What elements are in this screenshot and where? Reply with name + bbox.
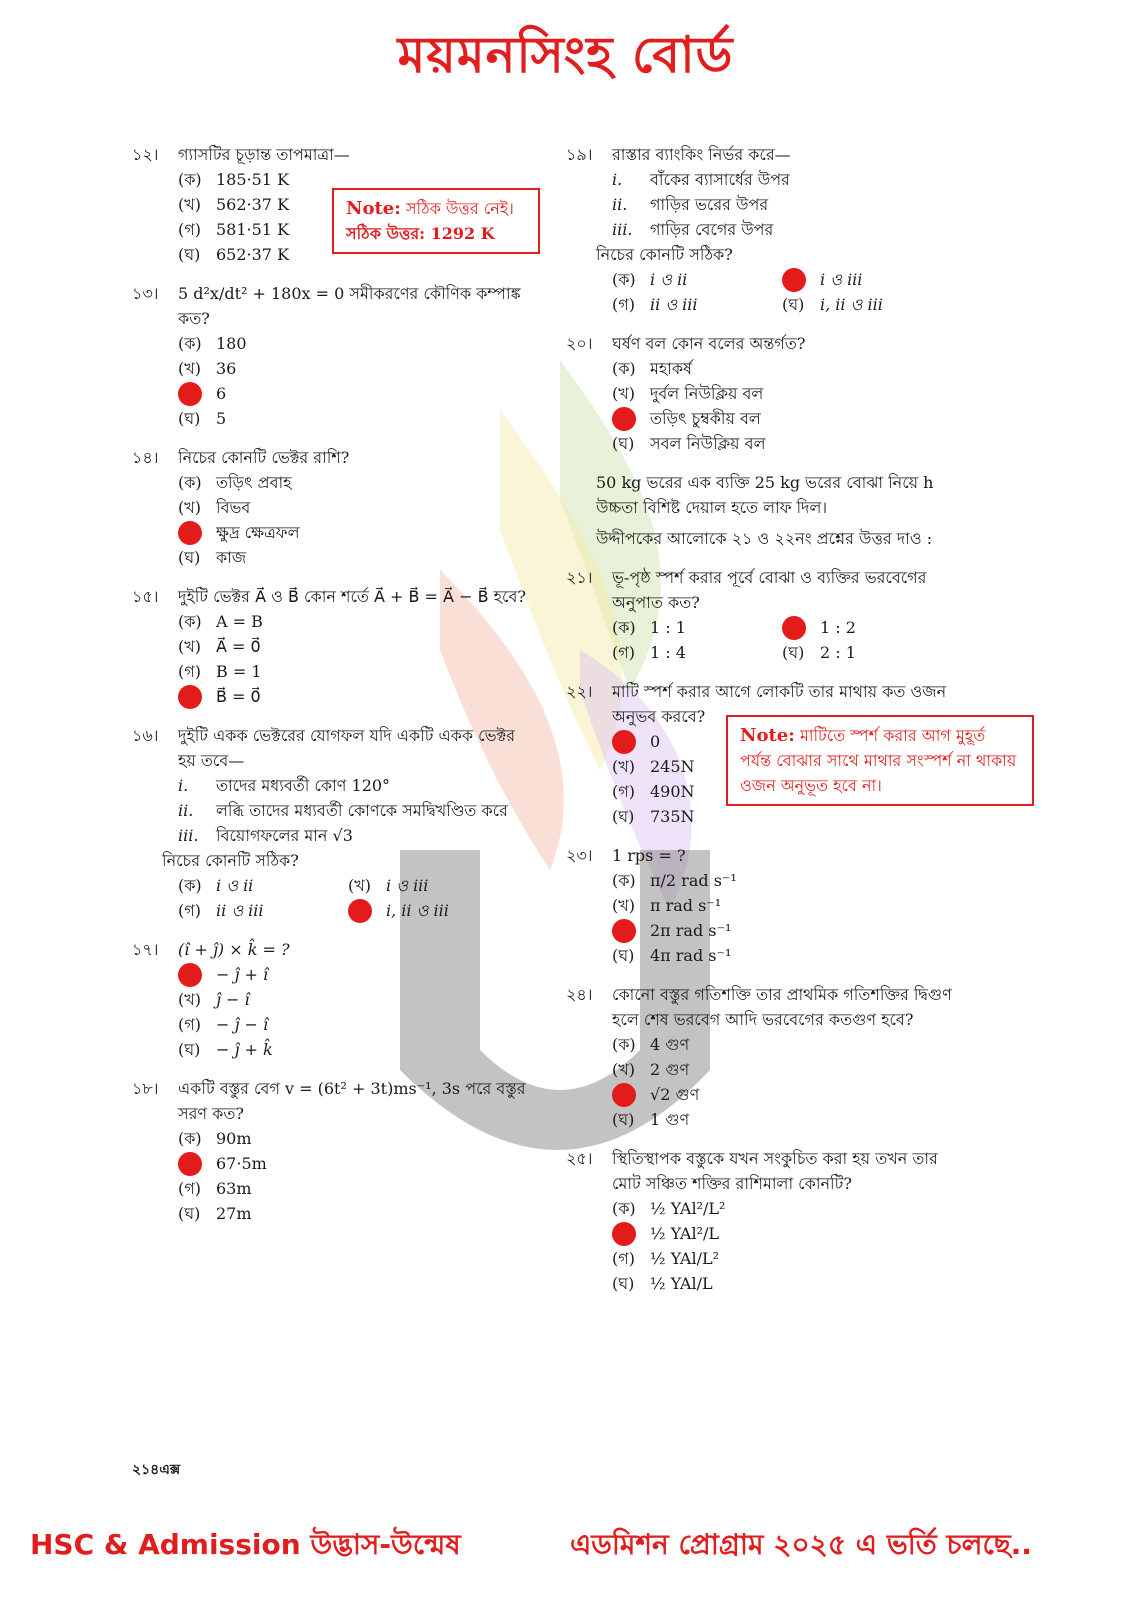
footer-left-banner: HSC & Admission উদ্ভাস-উন্মেষ — [30, 1528, 461, 1561]
question-number: ২৩। — [566, 846, 593, 865]
option-gha[interactable]: (ঘ) কাজ — [178, 548, 247, 567]
option-ga-correct[interactable]: ক্ষুদ্র ক্ষেত্রফল — [178, 520, 532, 545]
answer-mark-icon — [178, 685, 202, 709]
left-column — [132, 142, 532, 1240]
note-text: সঠিক উত্তর নেই। — [400, 199, 514, 218]
right-column — [566, 142, 966, 1310]
option-ga[interactable]: (গ) ½ YAl/L² — [612, 1249, 720, 1268]
question-ask: নিচের কোনটি সঠিক? — [596, 245, 733, 264]
note-label: Note: — [740, 725, 795, 746]
question-number: ১৮। — [132, 1079, 159, 1098]
answer-mark-icon — [612, 730, 636, 754]
answer-mark-icon — [348, 899, 372, 923]
note-label: Note: — [346, 198, 401, 219]
note-text: সঠিক উত্তর: 1292 K — [346, 224, 495, 243]
answer-mark-icon — [612, 919, 636, 943]
question-ask: নিচের কোনটি সঠিক? — [162, 851, 299, 870]
option-gha[interactable]: (ঘ) 4π rad s⁻¹ — [612, 946, 732, 965]
option-kha[interactable]: (খ) দুর্বল নিউক্লিয় বল — [612, 384, 764, 403]
question-number: ১২। — [132, 145, 159, 164]
option-ga-correct[interactable]: √2 গুণ — [612, 1082, 966, 1107]
option-kha[interactable]: (খ) A⃗ = 0⃗ — [178, 637, 261, 656]
answer-mark-icon — [612, 1222, 636, 1246]
option-ka[interactable]: (ক) i ও ii — [178, 876, 254, 895]
question-text: দুইটি একক ভেক্টরের যোগফল যদি একটি একক ভেক্টর হয় তবে— — [178, 726, 516, 770]
option-kha[interactable]: (খ) i ও iii — [348, 876, 429, 895]
option-ka-correct[interactable]: 0 — [612, 729, 726, 754]
option-kha[interactable]: (খ) 36 — [178, 359, 237, 378]
option-kha-correct[interactable]: 67·5m — [178, 1151, 532, 1176]
question-17 — [132, 937, 532, 1062]
question-text: 5 d²x/dt² + 180x = 0 সমীকরণের কৌণিক কম্পাঙ্ক কত? — [178, 284, 521, 328]
option-ka[interactable]: (ক) 4 গুণ — [612, 1035, 690, 1054]
option-ga-correct[interactable]: 6 — [178, 381, 532, 406]
question-19 — [566, 142, 966, 317]
option-kha-correct[interactable]: i ও iii — [782, 267, 952, 292]
question-number: ১৬। — [132, 726, 159, 745]
option-gha[interactable]: (ঘ) 1 গুণ — [612, 1110, 690, 1129]
question-23 — [566, 843, 966, 968]
answer-mark-icon — [612, 407, 636, 431]
statement: ii. গাড়ির ভরের উপর — [612, 195, 769, 214]
stimulus-instruction: উদ্দীপকের আলোকে ২১ ও ২২নং প্রশ্নের উত্তর দাও : — [596, 529, 933, 548]
question-text: রাস্তার ব্যাংকিং নির্ভর করে— — [612, 145, 791, 164]
question-number: ২০। — [566, 334, 593, 353]
stimulus — [596, 470, 966, 551]
option-gha[interactable]: (ঘ) 652·37 K — [178, 245, 290, 264]
option-gha[interactable]: (ঘ) 2 : 1 — [782, 643, 856, 662]
answer-mark-icon — [178, 963, 202, 987]
answer-mark-icon — [782, 616, 806, 640]
option-kha-correct[interactable]: ½ YAl²/L — [612, 1221, 966, 1246]
option-kha[interactable]: (খ) বিভব — [178, 498, 251, 517]
question-text: নিচের কোনটি ভেক্টর রাশি? — [178, 448, 350, 467]
question-text: ঘর্ষণ বল কোন বলের অন্তর্গত? — [612, 334, 806, 353]
option-gha[interactable]: (ঘ) − ĵ + k̂ — [178, 1040, 273, 1059]
note-text: ওজন অনুভূত হবে না। — [740, 776, 882, 795]
option-gha[interactable]: (ঘ) 5 — [178, 409, 227, 428]
option-ka[interactable]: (ক) π/2 rad s⁻¹ — [612, 871, 737, 890]
option-kha[interactable]: (খ) 245N — [612, 757, 695, 776]
question-number: ১৩। — [132, 284, 159, 303]
question-14 — [132, 445, 532, 570]
option-ka[interactable]: (ক) 1 : 1 — [612, 618, 686, 637]
question-text: মাটি স্পর্শ করার আগে লোকটি তার মাথায় কত ওজন অনুভব করবে? — [612, 682, 947, 726]
option-ka[interactable]: (ক) 180 — [178, 334, 247, 353]
option-ga[interactable]: (গ) 490N — [612, 782, 695, 801]
option-ga-correct[interactable]: তড়িৎ চুম্বকীয় বল — [612, 406, 966, 431]
question-12 — [132, 142, 532, 267]
question-25 — [566, 1146, 966, 1296]
question-number: ১৪। — [132, 448, 159, 467]
question-text: একটি বস্তুর বেগ v = (6t² + 3t)ms⁻¹, 3s পরে বস্তুর সরণ কত? — [178, 1079, 526, 1123]
statement: iii. গাড়ির বেগের উপর — [612, 220, 774, 239]
option-ka[interactable]: (ক) A = B — [178, 612, 263, 631]
question-number: ২২। — [566, 682, 593, 701]
question-15 — [132, 584, 532, 709]
answer-mark-icon — [178, 521, 202, 545]
option-kha[interactable]: (খ) 2 গুণ — [612, 1060, 690, 1079]
question-20 — [566, 331, 966, 456]
question-21 — [566, 565, 966, 665]
option-ga[interactable]: (গ) B = 1 — [178, 662, 262, 681]
note-text: পর্যন্ত বোঝার সাথে মাথার সংস্পর্শ না থাকায় — [740, 751, 1017, 770]
option-ga[interactable]: (গ) ii ও iii — [178, 901, 264, 920]
answer-mark-icon — [612, 1083, 636, 1107]
statement: i. তাদের মধ্যবর্তী কোণ 120° — [178, 776, 391, 795]
page-title: ময়মনসিংহ বোর্ড — [397, 26, 734, 84]
stimulus-text: উচ্চতা বিশিষ্ট দেয়াল হতে লাফ দিল। — [596, 498, 828, 517]
question-number: ২৫। — [566, 1149, 593, 1168]
option-kha[interactable]: (খ) ĵ − î — [178, 990, 250, 1009]
question-24 — [566, 982, 966, 1132]
question-number: ২১। — [566, 568, 593, 587]
option-ga[interactable]: (গ) 63m — [178, 1179, 252, 1198]
option-gha[interactable]: (ঘ) সবল নিউক্লিয় বল — [612, 434, 766, 453]
option-ka[interactable]: (ক) i ও ii — [612, 270, 688, 289]
answer-mark-icon — [782, 268, 806, 292]
question-text: স্থিতিস্থাপক বস্তুকে যখন সংকুচিত করা হয় তখন তার মোট সঞ্চিত শক্তির রাশিমালা কোনটি? — [612, 1149, 938, 1193]
question-text: 1 rps = ? — [612, 846, 686, 865]
page-number: ২১৪এক্স — [132, 1462, 181, 1478]
option-gha[interactable]: (ঘ) i, ii ও iii — [782, 295, 883, 314]
note-text: মাটিতে স্পর্শ করার আগ মুহূর্ত — [794, 726, 986, 745]
question-text: (î + ĵ) × k̂ = ? — [178, 940, 290, 959]
option-ka[interactable]: (ক) মহাকর্ষ — [612, 359, 692, 378]
option-ka[interactable]: (ক) তড়িৎ প্রবাহ — [178, 473, 292, 492]
answer-mark-icon — [178, 382, 202, 406]
statement: ii. লব্ধি তাদের মধ্যবর্তী কোণকে সমদ্বিখণ্ডিত করে — [178, 801, 508, 820]
option-ka-correct[interactable]: − ĵ + î — [178, 962, 532, 987]
question-text: গ্যাসটির চূড়ান্ত তাপমাত্রা— — [178, 145, 350, 164]
question-16 — [132, 723, 532, 923]
option-ga[interactable]: (গ) ii ও iii — [612, 295, 698, 314]
option-gha[interactable]: (ঘ) 27m — [178, 1204, 252, 1223]
question-number: ১৭। — [132, 940, 159, 959]
option-ga[interactable]: (গ) 581·51 K — [178, 220, 290, 239]
option-ga-correct[interactable]: 2π rad s⁻¹ — [612, 918, 966, 943]
question-text: কোনো বস্তুর গতিশক্তি তার প্রাথমিক গতিশক্তির দ্বিগুণ হলে শেষ ভরবেগ আদি ভরবেগের কতগুণ হবে? — [612, 985, 952, 1029]
option-ka[interactable]: (ক) 185·51 K — [178, 170, 290, 189]
question-text: ভূ-পৃষ্ঠ স্পর্শ করার পূর্বে বোঝা ও ব্যক্তির ভরবেগের অনুপাত কত? — [612, 568, 927, 612]
option-gha[interactable]: (ঘ) ½ YAl/L — [612, 1274, 713, 1293]
option-ga[interactable]: (গ) 1 : 4 — [612, 643, 686, 662]
question-18 — [132, 1076, 532, 1226]
statement: iii. বিয়োগফলের মান √3 — [178, 826, 353, 845]
question-13 — [132, 281, 532, 431]
question-number: ১৯। — [566, 145, 593, 164]
question-text: দুইটি ভেক্টর A⃗ ও B⃗ কোন শর্তে A⃗ + B⃗ = A⃗ − B⃗ হবে? — [178, 587, 526, 606]
option-gha-correct[interactable]: i, ii ও iii — [348, 898, 518, 923]
option-kha[interactable]: (খ) π rad s⁻¹ — [612, 896, 722, 915]
question-number: ১৫। — [132, 587, 159, 606]
option-ka[interactable]: (ক) ½ YAl²/L² — [612, 1199, 726, 1218]
option-gha[interactable]: (ঘ) 735N — [612, 807, 695, 826]
option-kha-correct[interactable]: 1 : 2 — [782, 615, 952, 640]
answer-mark-icon — [178, 1152, 202, 1176]
footer-right-banner: এডমিশন প্রোগ্রাম ২০২৫ এ ভর্তি চলছে.. — [570, 1528, 1032, 1561]
option-gha-correct[interactable]: B⃗ = 0⃗ — [178, 684, 532, 709]
option-ka[interactable]: (ক) 90m — [178, 1129, 252, 1148]
statement: i. বাঁকের ব্যাসার্ধের উপর — [612, 170, 790, 189]
option-kha[interactable]: (খ) 562·37 K — [178, 195, 290, 214]
option-ga[interactable]: (গ) − ĵ − î — [178, 1015, 269, 1034]
question-number: ২৪। — [566, 985, 593, 1004]
stimulus-text: 50 kg ভরের এক ব্যক্তি 25 kg ভরের বোঝা নিয়ে h — [596, 473, 934, 492]
